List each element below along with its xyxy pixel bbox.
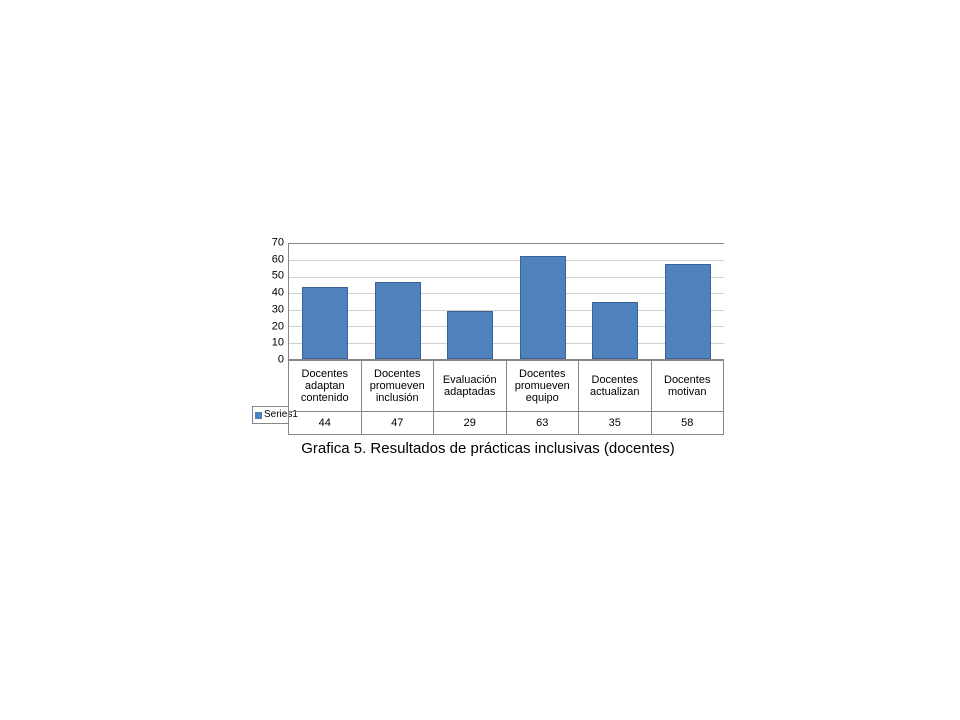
plot-area — [288, 243, 724, 360]
category-cell: Docentes promueven inclusión — [361, 361, 434, 412]
value-row — [289, 412, 724, 435]
category-cell: Docentes motivan — [651, 361, 724, 412]
legend-entry — [252, 406, 298, 424]
bar-slot — [579, 244, 652, 359]
y-axis-tick: 0 — [277, 353, 284, 366]
chart-caption: Grafica 5. Resultados de prácticas inclusivas (docentes) — [301, 440, 675, 457]
bar-docentes-actualizan — [592, 302, 638, 360]
bar-evaluacion-adaptadas — [447, 311, 493, 359]
chart-container — [252, 236, 724, 429]
data-table — [288, 360, 724, 435]
bars-layer — [289, 244, 724, 359]
y-axis-tick: 70 — [271, 236, 284, 249]
category-cell: Docentes adaptan contenido — [289, 361, 362, 412]
bar-docentes-promueven-equipo — [520, 256, 566, 360]
data-table-wrapper — [288, 360, 724, 435]
y-axis-tick: 10 — [271, 336, 284, 349]
value-cell: 63 — [506, 412, 579, 435]
category-cell: Docentes promueven equipo — [506, 361, 579, 412]
bar-slot — [652, 244, 725, 359]
legend-swatch-icon — [255, 412, 262, 419]
bar-docentes-motivan — [665, 264, 711, 359]
value-cell: 29 — [434, 412, 507, 435]
y-axis-tick: 40 — [271, 286, 284, 299]
legend — [252, 360, 298, 424]
y-axis-tick: 60 — [271, 253, 284, 266]
bar-slot — [507, 244, 580, 359]
bar-slot — [362, 244, 435, 359]
category-cell: Evaluación adaptadas — [434, 361, 507, 412]
y-axis-tick: 30 — [271, 303, 284, 316]
bar-slot — [434, 244, 507, 359]
y-axis-tick: 20 — [271, 320, 284, 333]
value-cell: 47 — [361, 412, 434, 435]
bar-docentes-adaptan-contenido — [302, 287, 348, 359]
plot-wrapper — [252, 236, 724, 366]
category-row — [289, 361, 724, 412]
bar-slot — [289, 244, 362, 359]
legend-spacer — [252, 360, 289, 406]
y-axis-tick: 50 — [271, 269, 284, 282]
value-cell: 58 — [651, 412, 724, 435]
category-cell: Docentes actualizan — [579, 361, 652, 412]
legend-series-label: Series1 — [264, 409, 298, 420]
value-cell: 35 — [579, 412, 652, 435]
y-axis — [252, 236, 284, 366]
bar-docentes-promueven-inclusion — [375, 282, 421, 359]
value-cell: 44 — [289, 412, 362, 435]
